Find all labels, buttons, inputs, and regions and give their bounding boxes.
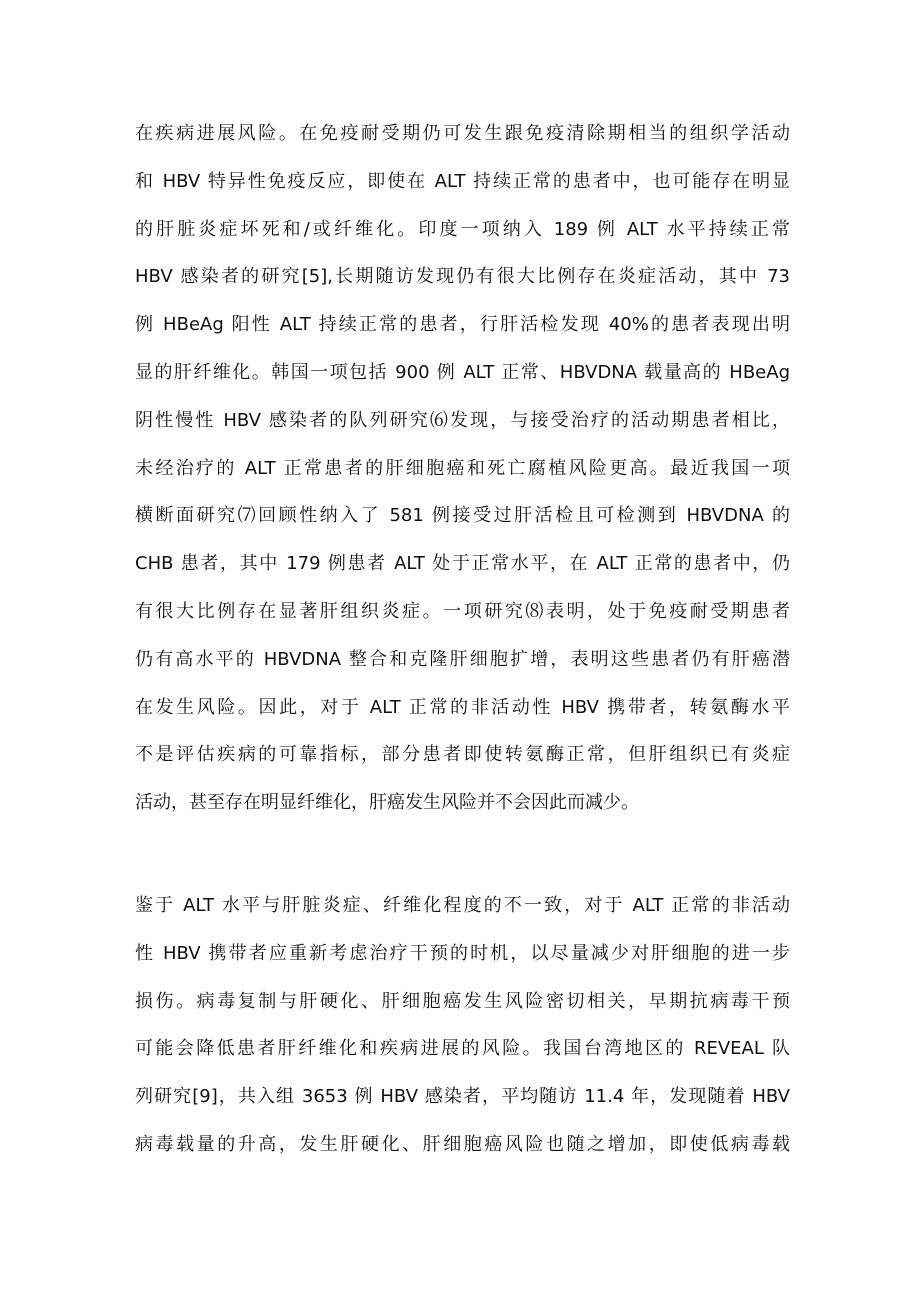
paragraph-2 — [135, 882, 790, 1169]
text-line: 显的肝纤维化。韩国一项包括 900 例 ALT 正常、HBVDNA 载量高的 HBeAg — [135, 361, 790, 383]
text-line: 不是评估疾病的可靠指标，部分患者即使转氨酶正常，但肝组织已有炎症 — [135, 744, 790, 766]
text-line: 例 HBeAg 阳性 ALT 持续正常的患者，行肝活检发现 40%的患者表现出明 — [135, 314, 790, 336]
text-line: 损伤。病毒复制与肝硬化、肝细胞癌发生风险密切相关，早期抗病毒干预 — [135, 990, 790, 1012]
text-line: 鉴于 ALT 水平与肝脏炎症、纤维化程度的不一致，对于 ALT 正常的非活动 — [135, 895, 790, 916]
text-line: 列研究[9]，共入组 3653 例 HBV 感染者，平均随访 11.4 年，发现随着 HBV — [135, 1086, 790, 1108]
text-line: 在疾病进展风险。在免疫耐受期仍可发生跟免疫清除期相当的组织学活动 — [135, 123, 790, 144]
text-line: 活动，甚至存在明显纤维化，肝癌发生风险并不会因此而减少。 — [135, 792, 639, 814]
text-line: 仍有高水平的 HBVDNA 整合和克隆肝细胞扩增，表明这些患者仍有肝癌潜 — [135, 648, 790, 670]
text-line: 病毒载量的升高，发生肝硬化、肝细胞癌风险也随之增加，即使低病毒载 — [135, 1133, 790, 1155]
text-line: 的肝脏炎症坏死和/或纤维化。印度一项纳入 189 例 ALT 水平持续正常 — [135, 218, 790, 240]
paragraph-1 — [135, 110, 790, 827]
text-line: 性 HBV 携带者应重新考虑治疗干预的时机，以尽量减少对肝细胞的进一步 — [135, 942, 790, 964]
text-line: 未经治疗的 ALT 正常患者的肝细胞癌和死亡腐植风险更高。最近我国一项 — [135, 457, 790, 479]
text-line: 阴性慢性 HBV 感染者的队列研究⑹发现，与接受治疗的活动期患者相比， — [135, 409, 790, 431]
text-line: 在发生风险。因此，对于 ALT 正常的非活动性 HBV 携带者，转氨酶水平 — [135, 696, 790, 718]
text-line: 有很大比例存在显著肝组织炎症。一项研究⑻表明，处于免疫耐受期患者 — [135, 600, 790, 622]
text-line: 横断面研究⑺回顾性纳入了 581 例接受过肝活检且可检测到 HBVDNA 的 — [135, 505, 790, 527]
text-line: CHB 患者，其中 179 例患者 ALT 处于正常水平，在 ALT 正常的患者中，仍 — [135, 553, 790, 575]
text-line: 和 HBV 特异性免疫反应，即使在 ALT 持续正常的患者中，也可能存在明显 — [135, 170, 790, 192]
text-line: HBV 感染者的研究[5],长期随访发现仍有很大比例存在炎症活动，其中 73 — [135, 266, 790, 288]
text-line: 可能会降低患者肝纤维化和疾病进展的风险。我国台湾地区的 REVEAL 队 — [135, 1038, 790, 1060]
